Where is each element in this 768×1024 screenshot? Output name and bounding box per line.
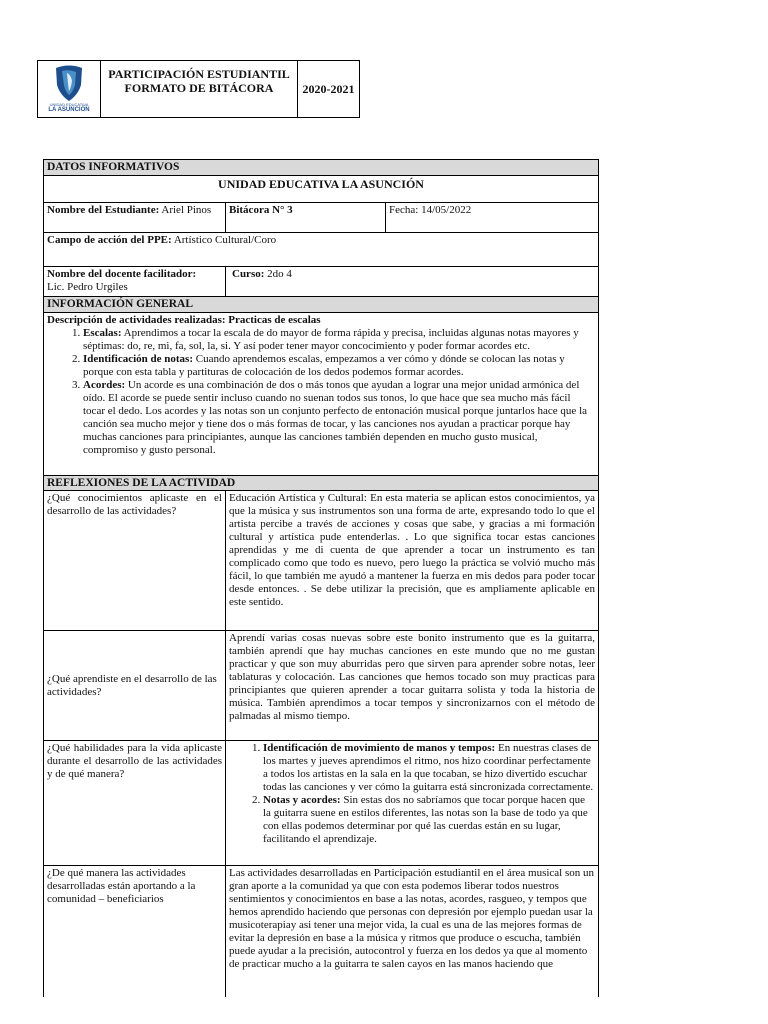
list-item: [263, 742, 595, 794]
logo-text-bottom: LA ASUNCIÓN: [48, 107, 90, 113]
campo-cell: [44, 233, 598, 266]
document-title: [101, 61, 298, 117]
item-title: Identificación de movimiento de manos y tempos:: [263, 742, 496, 754]
item-title: Escalas:: [83, 327, 122, 339]
list-item: [83, 327, 595, 353]
answer-cell: Las actividades desarrolladas en Participación estudiantil en el área musical son un gran aporte a la comunidad ya que con esta podemos liberar todos nuestros sentimientos y conocimientos en base a las notas, acordes, rasgueo, y tempos que hemos aprendido haciendo que personas con depresión por ejemplo puedan usar la musicoterapiay asi tener una mejor vida, la cual es una de las mejores formas de evitar la depresión en base a la música y ritmos que produce o escucha, también puede ayudar a la precisión, autocontrol y fuerza en los dedos ya que al momento de practicar mucho a la guitarra te salen cayos en las manos haciendo que: [225, 866, 598, 997]
section-title: INFORMACIÓN GENERAL: [44, 297, 598, 312]
reflection-row-2: [44, 631, 598, 741]
student-cell: [44, 203, 225, 232]
docente-label: Nombre del docente facilitador:: [47, 268, 197, 280]
school-logo: [38, 61, 101, 117]
list-item: [83, 353, 595, 379]
section-reflexiones: [44, 476, 598, 491]
item-title: Acordes:: [83, 379, 126, 391]
skills-list: [229, 742, 595, 846]
student-row: [44, 203, 598, 233]
campo-value: Artístico Cultural/Coro: [171, 234, 277, 246]
section-datos-informativos: [44, 160, 598, 176]
student-label: Nombre del Estudiante:: [47, 204, 160, 216]
header-table: [37, 60, 360, 118]
question-cell: ¿Qué conocimientos aplicaste en el desarrollo de las actividades?: [47, 492, 222, 517]
list-item: [263, 794, 595, 846]
curso-label: Curso:: [232, 268, 265, 280]
docente-row: [44, 267, 598, 297]
answer-cell: [225, 741, 598, 865]
item-title: Notas y acordes:: [263, 794, 341, 806]
list-item: [83, 379, 595, 457]
item-title: Identificación de notas:: [83, 353, 193, 365]
item-text: Cuando aprendemos escalas, empezamos a ver cómo y dónde se colocan las notas y porque con esta tabla y partituras de colocación de los dedos podemos formar acordes.: [83, 353, 565, 378]
question-cell: ¿Qué aprendiste en el desarrollo de las actividades?: [47, 672, 217, 698]
logo-text-top: UNIDAD EDUCATIVA: [49, 102, 89, 107]
school-year: 2020-2021: [302, 81, 355, 96]
answer-cell: Aprendí varias cosas nuevas sobre este bonito instrumento que es la guitarra, también aprendí que hay muchas canciones en este mundo que no me gustan practicar y que son muy aburridas pero que sirven para aprender sobre notas, leer tablaturas y colocación. Las canciones que hemos tocado son muy practicas para principiantes que quieren aprender a tocar guitarra solista y toda la historia de música. También aprendimos a tocar tempos y sincronizarnos con el método de palmadas al mismo tiempo.: [225, 631, 598, 740]
item-text: Aprendimos a tocar la escala de do mayor de forma rápida y precisa, incluidas algunas notas mayores y séptimas: do, re, mi, fa, sol, la, si. Y así poder tener mayor concocimiento y poder formar acordes etc.: [83, 327, 579, 352]
campo-row: [44, 233, 598, 267]
curso-cell: [225, 267, 598, 296]
question-cell: ¿De qué manera las actividades desarrolladas están aportando a la comunidad – beneficiarios: [47, 867, 196, 905]
docente-cell: [44, 267, 225, 296]
item-text: En nuestras clases de los martes y jueves aprendimos el ritmo, nos hizo coordinar perfectamente a todos los artistas en la sala en la que tocaban, se hizo divertido escuchar todas las canciones y ver cómo la guitarra está sincronizada correctamente.: [263, 742, 594, 793]
reflection-row-4: [44, 866, 598, 997]
reflection-row-1: [44, 491, 598, 631]
school-name-row: [44, 176, 598, 203]
student-name: Ariel Pinos: [159, 204, 212, 216]
activities-list: [47, 327, 595, 457]
answer-cell: Educación Artística y Cultural: En esta materia se aplican estos conocimientos, ya que la música y sus instrumentos son una forma de arte, expresando todo lo que el artista percibe a través de acciones y cosas que sabe, y gracias a mi formación cultural y artística pude entenderlas. . Lo que significa tocar estas canciones aprendidas y me di cuenta de que aprender a tocar un instrumento es tan complicado como que todo es nuevo, pero luego la práctica se volvió mucho más fácil, lo que también me ayudó a mantener la fuerza en mis dedos para poder tocar desde entonces. . Se debe utilizar la precisión, que es ampliamente aplicable en este sentido.: [225, 491, 598, 630]
section-informacion-general: [44, 297, 598, 313]
item-text: Sin estas dos no sabríamos que tocar porque hacen que la guitarra suene en estilos diferentes, las notas son la base de todo ya que con ellas podemos determinar por qué las cuerdas están en su lugar, facilitando el aprendizaje.: [263, 794, 588, 845]
activities-description-label: Descripción de actividades realizadas: Practicas de escalas: [47, 314, 321, 326]
bitacora-table: [43, 159, 599, 997]
title-line-1: PARTICIPACIÓN ESTUDIANTIL: [108, 67, 290, 81]
campo-label: Campo de acción del PPE:: [47, 234, 172, 246]
school-name: UNIDAD EDUCATIVA LA ASUNCIÓN: [218, 177, 424, 191]
activities-description-row: [44, 313, 598, 476]
fecha-cell: [385, 203, 598, 232]
docente-name: Lic. Pedro Urgiles: [47, 281, 128, 293]
reflection-row-3: [44, 741, 598, 866]
fecha-label: Fecha:: [389, 204, 419, 216]
curso-value: 2do 4: [264, 268, 292, 280]
item-text: Un acorde es una combinación de dos o más tonos que ayudan a lograr una mejor unidad armónica del oído. El acorde se puede sentir incluso cuando no suenan todos sus tonos, lo que hace que sea mucho más fácil tocar el dedo. Los acordes y las notas son un conjunto perfecto de entonación musical porque juntarlos hace que la canción sea mucho mejor y tiene dos o más formas de tocar, y las canciones nos ayudan a practicar porque hay muchas canciones para principiantes, aunque las canciones también dependen en mucho gusto musical, compromiso y gusto personal.: [83, 379, 588, 456]
fecha-value: 14/05/2022: [418, 204, 472, 216]
activities-cell: [44, 313, 598, 475]
question-cell: ¿Qué habilidades para la vida aplicaste durante el desarrollo de las actividades y de qué manera?: [47, 742, 222, 780]
bitacora-number: Bitácora N° 3: [225, 203, 385, 232]
section-title: REFLEXIONES DE LA ACTIVIDAD: [44, 476, 598, 490]
section-title: DATOS INFORMATIVOS: [44, 160, 598, 175]
title-line-2: FORMATO DE BITÁCORA: [124, 81, 274, 95]
